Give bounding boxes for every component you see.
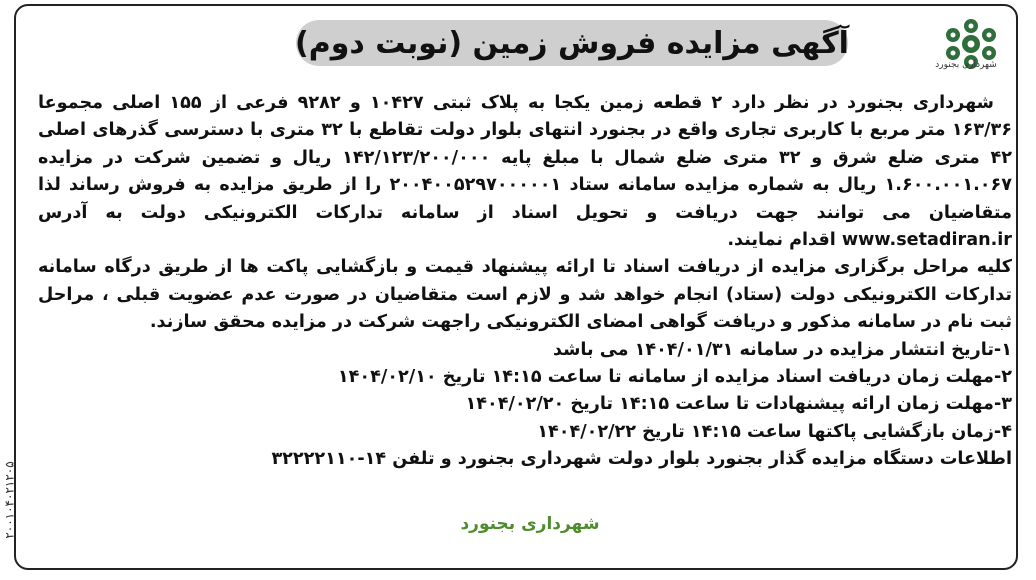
- municipality-logo-icon: [934, 14, 1008, 80]
- list-item-opening-date: ۴-زمان بازگشایی پاکتها ساعت ۱۴:۱۵ تاریخ ۱۴۰۴/۰۲/۲۲: [537, 421, 1012, 442]
- page-title: آگهی مزایده فروش زمین (نوبت دوم): [295, 25, 849, 61]
- paragraph-1-text: شهرداری بجنورد در نظر دارد ۲ قطعه زمین یکجا به پلاک ثبتی ۱۰۴۲۷ و ۹۲۸۲ فرعی از ۱۵۵ اصلی مجموعا ۱۶۳/۳۶ متر مربع با کاربری تجاری واقع در بجنورد انتهای بلوار دولت تقاطع با ۳۲ متری با دسترسی گذرهای اصلی ۴۲ متری ضلع شرق و ۳۲ متری ضلع شمال با مبلغ پایه ۱۴۲/۱۲۳/۲۰۰/۰۰۰ ریال و تضمین شرکت در مزایده ۱.۶۰۰.۰۰۱.۰۶۷ ریال به شماره مزایده سامانه ستاد ۲۰۰۴۰۰۵۲۹۷۰۰۰۰۰۱ را از طریق مزایده به فروش رساند لذا متقاضیان می توانند جهت دریافت و تحویل اسناد از سامانه تدارکات الکترونیکی دولت به آدرس: [38, 93, 1012, 223]
- contact-info: اطلاعات دستگاه مزایده گذار بجنورد بلوار دولت شهرداری بجنورد و تلفن ۱۴-۳۲۲۲۲۱۱۰: [271, 449, 1012, 470]
- title-banner: [296, 20, 848, 66]
- paragraph-1-end: اقدام نمایند.: [727, 230, 836, 251]
- side-code-text: ۲۰۰۱۰۴۰۲۱۲۰۵: [3, 461, 17, 539]
- website-link[interactable]: www.setadiran.ir: [841, 230, 1012, 251]
- header: [26, 14, 1004, 74]
- paragraph-auction-details: [38, 90, 1012, 254]
- announcement-body: [38, 90, 1012, 474]
- list-item-offer-deadline: ۳-مهلت زمان ارائه پیشنهادات تا ساعت ۱۴:۱۵ تاریخ ۱۴۰۴/۰۲/۲۰: [465, 394, 1012, 415]
- paragraph-process: کلیه مراحل برگزاری مزایده از دریافت اسناد تا ارائه پیشنهاد قیمت و بازگشایی پاکت ها از طریق درگاه سامانه تدارکات الکترونیکی دولت (ستاد) انجام خواهد شد و لازم است متقاضیان در صورت عدم عضویت قبلی ، مراحل ثبت نام در سامانه مذکور و دریافت گواهی امضای الکترونیکی راجهت شرکت در مزایده محقق سازند.: [38, 257, 1012, 333]
- list-item-publish-date: ۱-تاریخ انتشار مزایده در سامانه ۱۴۰۴/۰۱/۳۱ می باشد: [552, 339, 1012, 360]
- signature: شهرداری بجنورد: [460, 514, 600, 534]
- list-item-document-deadline: ۲-مهلت زمان دریافت اسناد مزایده از سامانه تا ساعت ۱۴:۱۵ تاریخ ۱۴۰۴/۰۲/۱۰: [337, 367, 1012, 388]
- logo-caption: شهرداری بجنورد: [935, 60, 997, 70]
- side-reference-code: [0, 430, 20, 570]
